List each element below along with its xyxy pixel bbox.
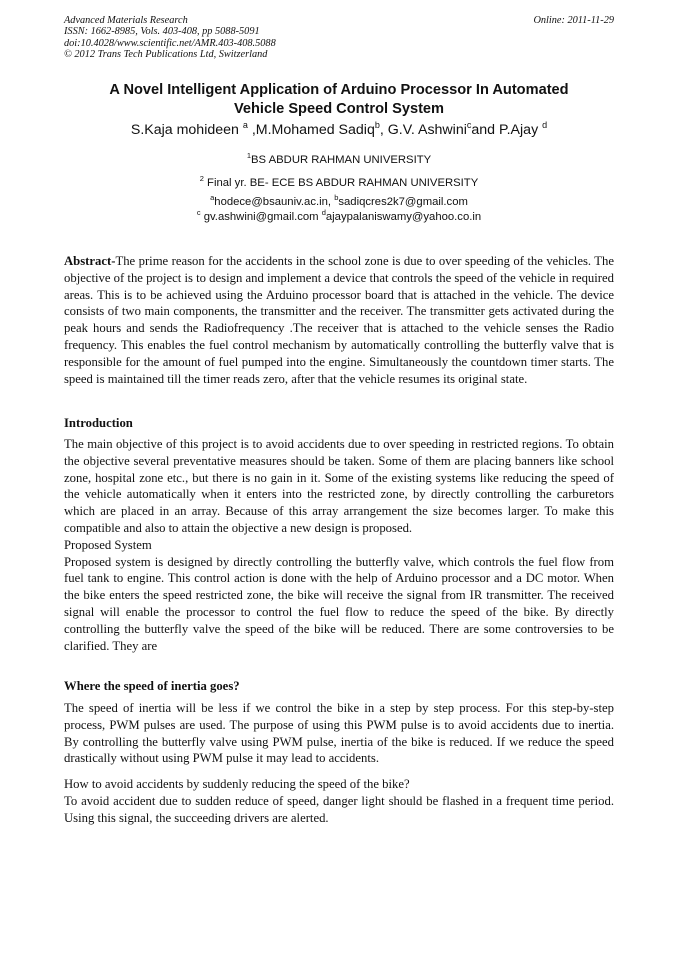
affiliation-2-text: Final yr. BE- ECE BS ABDUR RAHMAN UNIVERSITY: [203, 177, 479, 189]
accident-question: How to avoid accidents by suddenly reducing the speed of the bike?: [64, 777, 410, 791]
issn-line: ISSN: 1662-8985, Vols. 403-408, pp 5088-5091: [64, 26, 260, 38]
email-a-mark: a: [210, 193, 215, 202]
affiliation-2-mark: 2: [199, 174, 204, 183]
email-c-mark: c: [196, 208, 201, 217]
email-line-1: [64, 195, 614, 209]
abstract-label: Abstract-: [64, 254, 116, 268]
author-3-mark: c: [466, 120, 472, 130]
paper-title: [64, 81, 614, 119]
affiliation-2: [64, 176, 614, 190]
email-line-2: [64, 210, 614, 224]
affiliation-1-mark: 1: [246, 151, 251, 160]
inertia-heading: Where the speed of inertia goes?: [64, 679, 240, 693]
doi-line: doi:10.4028/www.scientific.net/AMR.403-408.5088: [64, 37, 276, 49]
title-line-2: Vehicle Speed Control System: [233, 101, 445, 117]
email-d: ajaypalaniswamy@yahoo.co.in: [325, 211, 482, 223]
inertia-paragraph: The speed of inertia will be less if we control the bike in a step by step process. For this step-by-step process, PWM pulses are used. The purpose of using this PWM pulse is to avoid accidents due to inertia. By controlling the butterfly valve using PWM pulse, inertia of the bike is reduced. If we reduce the speed drastically without using PWM pulse it may lead to accidents.: [64, 701, 614, 766]
abstract-text: The prime reason for the accidents in the school zone is due to over speeding of the vehicles. The objective of the project is to design and implement a device that controls the speed of the vehicle in required areas. This is to be achieved using the Arduino processor board that is attached in the vehicle. The device consists of two main components, the transmitter and the receiver. The transmitter gets activated during the peak hours and sends the Radiofrequency .The receiver that is attached to the vehicle senses the Radio frequency. This enables the fuel control mechanism by automatically controlling the butterfly valve that is responsible for the amount of fuel pumped into the engine. Simultaneously the countdown timer starts. The speed is maintained till the timer reads zero, after that the vehicle resumes its original state.: [64, 254, 614, 386]
inertia-body: [64, 700, 614, 767]
online-date: Online: 2011-11-29: [533, 15, 614, 26]
copyright-line: © 2012 Trans Tech Publications Ltd, Switzerland: [64, 48, 268, 60]
affiliation-1: [64, 153, 614, 167]
email-c: gv.ashwini@gmail.com: [200, 211, 322, 223]
journal-header: [64, 15, 276, 60]
title-line-1: A Novel Intelligent Application of Arduino Processor In Automated: [109, 82, 569, 98]
affiliation-1-text: BS ABDUR RAHMAN UNIVERSITY: [251, 154, 432, 166]
author-2-mark: b: [374, 120, 380, 130]
author-4: and P.Ajay: [471, 122, 543, 138]
email-b-mark: b: [334, 193, 339, 202]
author-1-mark: a: [242, 120, 248, 130]
introduction-body: [64, 436, 614, 654]
proposed-system-subheading: Proposed System: [64, 537, 152, 552]
author-2: ,M.Mohamed Sadiq: [247, 122, 375, 138]
author-1: S.Kaja mohideen: [130, 122, 243, 138]
author-3: , G.V. Ashwini: [379, 122, 467, 138]
author-4-mark: d: [542, 120, 548, 130]
email-b: sadiqcres2k7@gmail.com: [338, 196, 468, 208]
abstract: [64, 253, 614, 387]
accident-answer: To avoid accident due to sudden reduce of speed, danger light should be flashed in a frequent time period. Using this signal, the succeeding drivers are alerted.: [64, 793, 614, 825]
email-a: hodece@bsauniv.ac.in,: [214, 196, 335, 208]
introduction-paragraph-2: Proposed system is designed by directly controlling the butterfly valve, which controls the fuel flow from fuel tank to engine. This control action is done with the help of Arduino processor and a DC motor. When the bike enters the speed restricted zone, the bike will receive the signal from IR transmitter. The received signal will enable the processor to control the fuel flow to reduce the speed of the bike. By directly controlling the butterfly valve the speed of the bike will be reduced. There are some controversies to be clarified. They are: [64, 554, 614, 653]
introduction-paragraph-1: The main objective of this project is to avoid accidents due to over speeding in restricted regions. To obtain the objective several preventative measures should be taken. Some of them are placing banners like school zone, hospital zone etc., but there is no gain in it. Some of the existing systems like reducing the speed of the vehicle automatically when it enters into the restricted zone, by directly controlling the carburetors which are placed in an array. Because of this array arrangement the size becomes larger. To make this compatible and also to attain the objective a new design is proposed.: [64, 437, 614, 535]
email-d-mark: d: [321, 208, 326, 217]
introduction-heading: Introduction: [64, 416, 133, 430]
accident-question-section: [64, 776, 614, 826]
author-list: [64, 120, 614, 140]
journal-name: Advanced Materials Research: [64, 15, 188, 26]
